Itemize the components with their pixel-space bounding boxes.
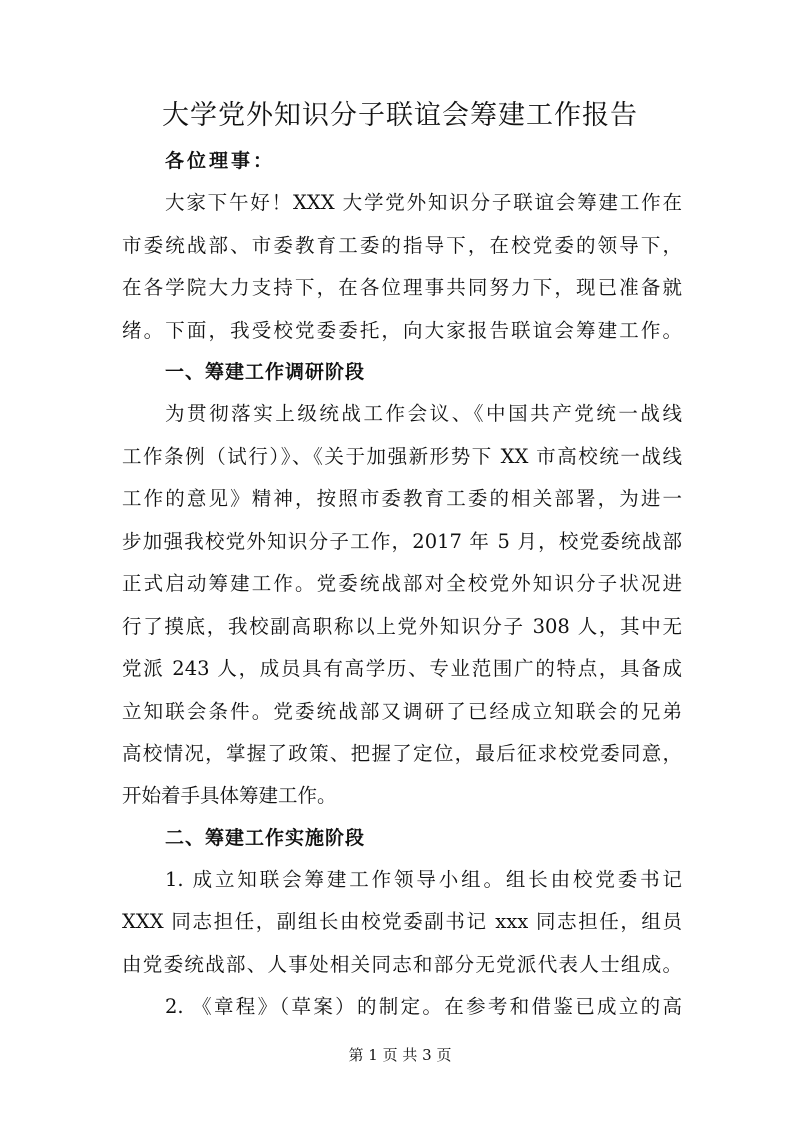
document-title: 大学党外知识分子联谊会筹建工作报告 <box>162 100 638 131</box>
paragraph-line: 在各学院大力支持下，在各位理事共同努力下，现已准备就 <box>122 276 682 299</box>
paragraph-line: 行了摸底，我校副高职称以上党外知识分子 308 人，其中无 <box>122 615 682 638</box>
salutation: 各位理事： <box>165 150 276 172</box>
paragraph-line: 市委统战部、市委教育工委的指导下，在校党委的领导下， <box>122 234 682 257</box>
section-heading: 二、筹建工作实施阶段 <box>165 827 366 849</box>
paragraph-line: 高校情况，掌握了政策、把握了定位，最后征求校党委同意， <box>122 742 682 765</box>
paragraph-line: 立知联会条件。党委统战部又调研了已经成立知联会的兄弟 <box>122 700 682 723</box>
paragraph-line: 由党委统战部、人事处相关同志和部分无党派代表人士组成。 <box>122 953 682 976</box>
paragraph-line: 工作的意见》精神，按照市委教育工委的相关部署，为进一 <box>122 487 682 510</box>
paragraph-line: 大家下午好！XXX 大学党外知识分子联谊会筹建工作在 <box>165 191 682 214</box>
paragraph-line: 工作条例（试行）》、《关于加强新形势下 XX 市高校统一战线 <box>122 445 682 468</box>
paragraph-line: 绪。下面，我受校党委委托，向大家报告联谊会筹建工作。 <box>122 319 682 342</box>
paragraph-line: 步加强我校党外知识分子工作，2017 年 5 月，校党委统战部 <box>122 530 682 553</box>
paragraph-line: 为贯彻落实上级统战工作会议、《中国共产党统一战线 <box>165 402 682 425</box>
paragraph-line: 党派 243 人，成员具有高学历、专业范围广的特点，具备成 <box>122 657 682 680</box>
paragraph-line: 开始着手具体筹建工作。 <box>122 784 337 807</box>
paragraph-line: XXX 同志担任，副组长由校党委副书记 xxx 同志担任，组员 <box>122 910 682 933</box>
paragraph-line: 正式启动筹建工作。党委统战部对全校党外知识分子状况进 <box>122 572 682 595</box>
paragraph-line: 1. 成立知联会筹建工作领导小组。组长由校党委书记 <box>165 868 682 891</box>
page-number-footer: 第 1 页 共 3 页 <box>348 1046 452 1064</box>
section-heading: 一、筹建工作调研阶段 <box>165 361 366 383</box>
paragraph-line: 2. 《章程》（草案）的制定。在参考和借鉴已成立的高 <box>165 995 682 1018</box>
